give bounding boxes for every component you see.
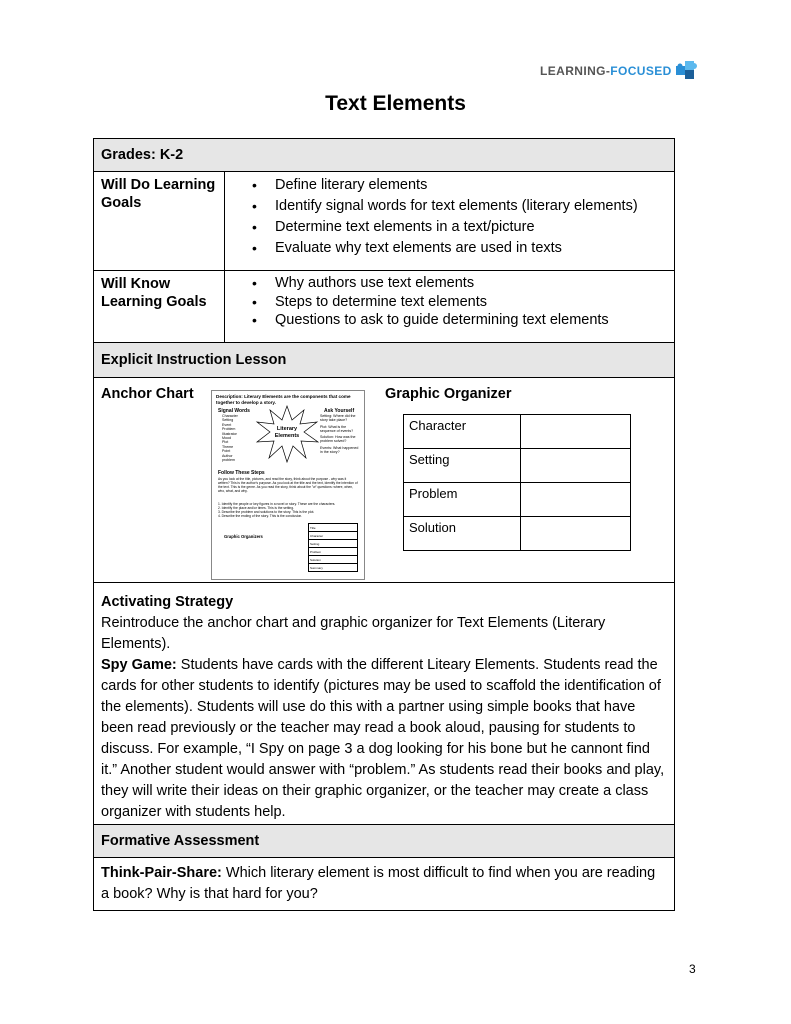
explicit-instruction-header: Explicit Instruction Lesson — [101, 352, 287, 368]
think-pair-share-label: Think-Pair-Share: — [101, 865, 222, 881]
go-row — [404, 449, 631, 483]
lesson-table — [93, 138, 675, 911]
graphic-organizer-table — [403, 414, 631, 551]
list-item: • Determine text elements in a text/picture — [225, 217, 674, 238]
mini-graphic-organizer — [308, 523, 358, 572]
mini-go-cell: Character — [309, 532, 358, 540]
list-item: • Define literary elements — [225, 175, 674, 196]
activating-strategy-text: Reintroduce the anchor chart and graphic organizer for Text Elements (Literary Elements). — [101, 615, 606, 652]
list-item: • Evaluate why text elements are used in texts — [225, 238, 674, 259]
signal-word: Author — [222, 453, 233, 458]
go-cell-blank — [521, 483, 631, 517]
page-title: Text Elements — [325, 92, 466, 115]
ask-item: Events: What happened in the story? — [320, 445, 359, 455]
follow-steps-text: As you look at the title, pictures, and read the story, think about the purpose - why was it written? This is the author's purpose. As you look at the title and the text, identify the intention of the text. This is the genre. As you read the story, think about the "w" questions: where, when, who, what, and why. — [218, 477, 358, 493]
follow-steps-title: Follow These Steps — [218, 470, 265, 476]
will-know-row — [94, 271, 674, 343]
signal-word: Theme — [222, 444, 234, 449]
will-do-list — [225, 175, 674, 259]
page-number: 3 — [689, 962, 696, 976]
activating-strategy-row — [94, 583, 674, 825]
step-item: 2. Identify the place and/or times. This is the setting. — [218, 506, 294, 510]
step-item: 1. Identify the people or key figures in a novel or story. These are the characters. — [218, 502, 336, 506]
mini-go-cell: Summary — [309, 564, 358, 572]
signal-word: Point — [222, 449, 231, 454]
step-item: 3. Describe the problem and solutions to the story. This is the plot. — [218, 510, 315, 514]
list-item: • Questions to ask to guide determining text elements — [225, 311, 674, 330]
signal-word: Event — [222, 422, 232, 427]
think-pair-share-text: Which literary element is most difficult to find when you are reading a book? Why is that hard for you? — [101, 865, 656, 902]
ask-yourself-list — [320, 414, 362, 454]
grades-label: Grades: K-2 — [101, 147, 184, 163]
ask-item: Plot: What is the sequence of events? — [320, 424, 354, 433]
mini-go-cell: Solution — [309, 556, 358, 564]
go-row — [404, 517, 631, 551]
go-cell-label: Character — [404, 415, 521, 449]
think-pair-share-row — [94, 858, 674, 910]
formative-assessment-header: Formative Assessment — [101, 833, 260, 849]
signal-words-list — [222, 414, 238, 462]
go-cell-blank — [521, 449, 631, 483]
activating-strategy-title: Activating Strategy — [101, 594, 234, 610]
puzzle-logo-icon — [672, 58, 700, 82]
mini-go-cell: Problem — [309, 548, 358, 556]
learning-focused-logo — [540, 58, 700, 88]
will-do-goals — [225, 172, 674, 270]
go-row — [404, 415, 631, 449]
step-item: 4. Describe the ending of the story. This is the conclusion. — [218, 514, 303, 518]
will-know-list — [225, 274, 674, 330]
go-cell-label: Solution — [404, 517, 521, 551]
logo-wordmark — [540, 64, 672, 78]
signal-words-title: Signal Words — [218, 408, 250, 414]
go-cell-label: Setting — [404, 449, 521, 483]
literary-elements-center: Literary Elements — [274, 426, 300, 439]
logo-dash: - — [605, 64, 611, 78]
spy-game-label: Spy Game: — [101, 657, 177, 673]
will-know-label: Will Know Learning Goals — [94, 271, 225, 342]
spy-game-text: Students have cards with the different Liteary Elements. Students read the cards for other students to identify (pictures may be used to scaffold the identification of the elements). Students will use do this with a partner using simple books that have been read previously or the teacher may read a book aloud, pausing for students to discuss. For example, “I Spy on page 3 a dog looking for his bone but he cannont find it.” Another student would answer with “problem.” As students read their books and play, they will write their ideas on their graphic organizer, or the teacher may create a class organizer with students help. — [101, 657, 665, 820]
signal-word: Mood — [222, 436, 231, 441]
logo-word-learning: LEARNING — [540, 64, 606, 78]
go-row — [404, 483, 631, 517]
explicit-instruction-row — [94, 343, 674, 378]
will-do-row — [94, 172, 674, 271]
anchor-chart-description: Description: Literary Elements are the components that come together to develop a story. — [216, 394, 351, 405]
mini-go-cell: Title — [309, 524, 358, 532]
signal-word: Character — [222, 414, 238, 418]
signal-word: Plot — [222, 440, 229, 445]
will-know-goals — [225, 271, 674, 342]
list-item: • Identify signal words for text elements (literary elements) — [225, 196, 674, 217]
will-do-label: Will Do Learning Goals — [94, 172, 225, 270]
signal-word: Problem — [222, 427, 236, 432]
logo-word-focused: FOCUSED — [610, 64, 672, 78]
signal-word: problem — [222, 458, 235, 463]
go-cell-label: Problem — [404, 483, 521, 517]
mini-go-title: Graphic Organizers — [224, 534, 263, 539]
steps-list — [218, 502, 358, 518]
ask-item: Solution: How was the problem solved? — [320, 435, 356, 444]
anchor-chart-row — [94, 378, 674, 583]
anchor-chart-label: Anchor Chart — [101, 386, 194, 402]
list-item: • Steps to determine text elements — [225, 293, 674, 312]
spy-game-paragraph — [101, 655, 667, 823]
anchor-chart-thumbnail — [211, 390, 365, 580]
go-cell-blank — [521, 415, 631, 449]
go-cell-blank — [521, 517, 631, 551]
mini-go-cell: Setting — [309, 540, 358, 548]
signal-word: Illustrator — [222, 431, 237, 436]
ask-item: Setting: Where did the story take place? — [320, 414, 356, 423]
graphic-organizer-label: Graphic Organizer — [385, 386, 512, 402]
list-item: • Why authors use text elements — [225, 274, 674, 293]
formative-assessment-row — [94, 825, 674, 858]
ask-yourself-title: Ask Yourself — [324, 408, 355, 414]
grades-row — [94, 139, 674, 172]
signal-word: Setting — [222, 418, 234, 423]
